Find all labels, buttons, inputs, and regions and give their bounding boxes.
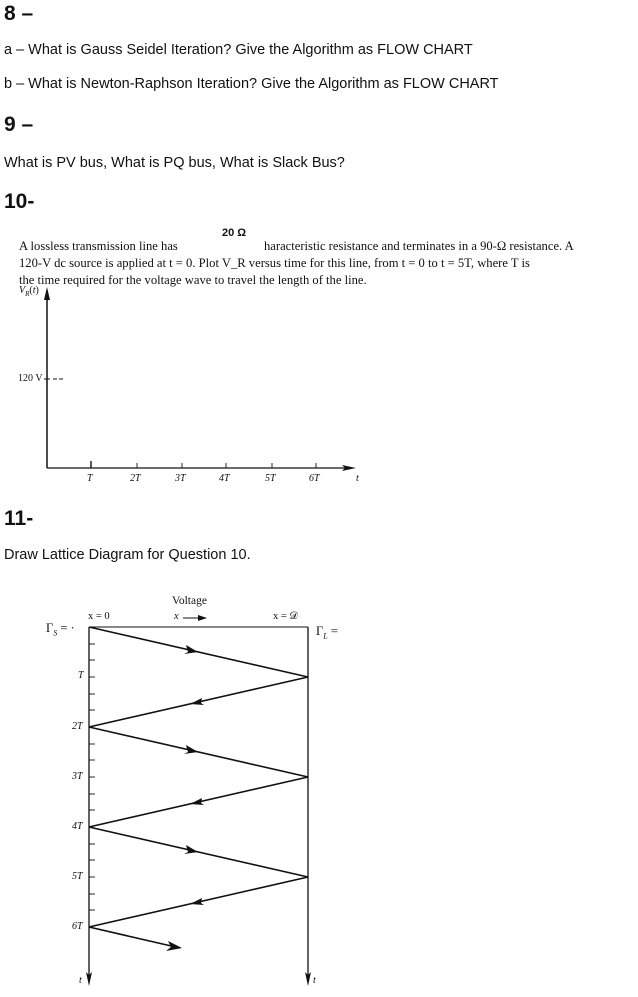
x-arrow-label: x xyxy=(174,611,179,622)
q10-heading: 10- xyxy=(4,190,35,213)
lattice-left-t-label: t xyxy=(79,975,82,986)
q11-text: Draw Lattice Diagram for Question 10. xyxy=(4,547,251,563)
x-tick-5T: 5T xyxy=(265,473,276,484)
lattice-time-3T: 3T xyxy=(72,771,83,782)
left-end-label: x = 0 xyxy=(88,611,110,622)
x-axis-label: t xyxy=(356,473,359,484)
lattice-time-5T: 5T xyxy=(72,871,83,882)
x-tick-T: T xyxy=(87,473,93,484)
right-end-label: x = 𝒟 xyxy=(273,611,298,622)
q10-line1-start: A lossless transmission line has xyxy=(19,239,178,253)
lattice-time-T: T xyxy=(78,670,84,681)
q10-line3: the time required for the voltage wave to travel the length of the line. xyxy=(19,273,367,287)
y-tick-120v: 120 V xyxy=(18,373,43,384)
gamma-l-label: $\Gamma_L$ = xyxy=(316,624,338,641)
q8a-text: a – What is Gauss Seidel Iteration? Give the Algorithm as FLOW CHART xyxy=(4,42,473,58)
q9-heading: 9 – xyxy=(4,113,34,136)
lattice-time-6T: 6T xyxy=(72,921,83,932)
lattice-title: Voltage xyxy=(172,595,207,607)
x-tick-4T: 4T xyxy=(219,473,230,484)
x-tick-6T: 6T xyxy=(309,473,320,484)
lattice-right-t-label: t xyxy=(313,975,316,986)
q10-line1-end: haracteristic resistance and terminates in a 90-Ω resistance. A xyxy=(264,239,574,253)
x-direction-arrow-icon xyxy=(198,615,207,621)
gamma-s-label: $\Gamma_S$ = · xyxy=(46,621,75,638)
q10-line2-text: 120-V dc source is applied at t = 0. Plot V_R versus time for this line, from t = 0 to t = 5T, where T is xyxy=(19,256,530,270)
lattice-time-2T: 2T xyxy=(72,721,83,732)
x-tick-2T: 2T xyxy=(130,473,141,484)
q9-text: What is PV bus, What is PQ bus, What is Slack Bus? xyxy=(4,155,345,171)
lattice-time-4T: 4T xyxy=(72,821,83,832)
q11-heading: 11- xyxy=(4,507,34,530)
q8-heading: 8 – xyxy=(4,2,34,25)
q8b-text: b – What is Newton-Raphson Iteration? Give the Algorithm as FLOW CHART xyxy=(4,76,499,92)
resistance-overlay: 20 Ω xyxy=(222,227,247,239)
x-tick-3T: 3T xyxy=(175,473,186,484)
y-axis-label: $V_R(t)$ xyxy=(19,285,39,298)
